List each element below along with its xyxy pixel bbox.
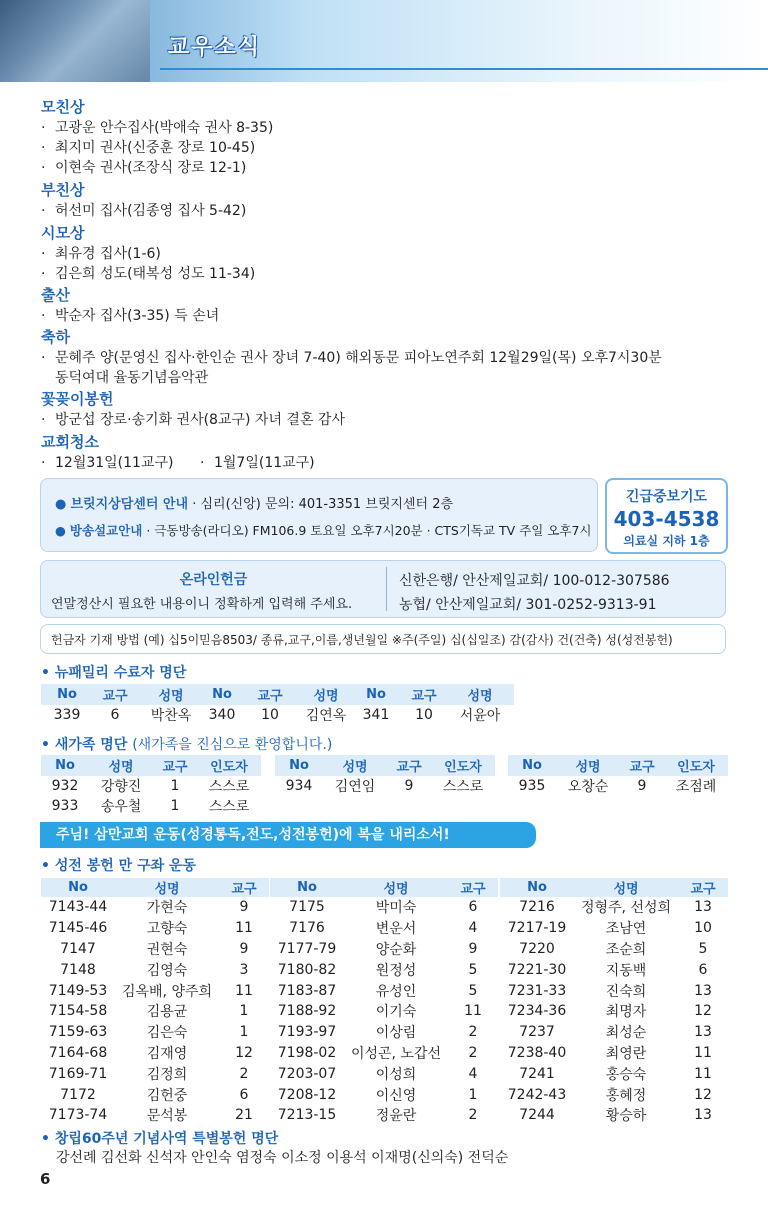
table-row: 934 김연임 9 스스로 [285, 778, 484, 795]
table-row: 340 10 김연옥 [208, 707, 347, 724]
list-item: · 문혜주 양(문영신 집사·한인순 권사 장녀 7-40) 해외동문 피아노연주회 12월29일(목) 오후7시30분 [41, 350, 662, 366]
list-item: · 12월31일(11교구) [41, 455, 174, 471]
list-item: · 최지미 권사(신중훈 장로 10-45) [41, 140, 256, 156]
offering-district: 2 [239, 1065, 249, 1082]
offering-no: 7183-87 [277, 982, 337, 999]
offering-district: 12 [694, 1003, 712, 1020]
offering-no: 7143-44 [48, 899, 108, 916]
offering-title: • 성전 봉헌 만 구좌 운동 [41, 858, 197, 874]
offering-district: 21 [235, 1107, 253, 1124]
table-row [41, 1001, 269, 1022]
offering-no: 7193-97 [277, 1024, 337, 1041]
page-header [0, 0, 768, 82]
offering-district: 5 [468, 982, 478, 999]
list-item: · 1월7일(11교구) [200, 455, 315, 471]
offering-no: 7213-15 [277, 1107, 337, 1124]
offering-district: 2 [468, 1044, 478, 1061]
offering-no: 7177-79 [277, 940, 337, 957]
offering-name: 김옥배, 양주희 [121, 983, 213, 1000]
header-rule [160, 68, 768, 70]
table-row [500, 1001, 728, 1022]
offering-name: 문석봉 [146, 1108, 188, 1125]
table-row [41, 1043, 269, 1064]
table-row [270, 1105, 498, 1126]
emergency-location: 의료실 지하 1층 [623, 534, 710, 548]
offering-name: 이기숙 [375, 1004, 417, 1021]
offering-name: 최영란 [605, 1045, 647, 1062]
list-item: · 방군섭 장로·송기화 권사(8교구) 자녀 결혼 감사 [41, 412, 345, 428]
table-row [500, 1043, 728, 1064]
offering-name: 홍혜정 [605, 1087, 647, 1104]
section-title-cleaning: 교회청소 [41, 433, 99, 451]
offering-name: 김은숙 [146, 1025, 188, 1042]
offering-name: 권현숙 [146, 941, 188, 958]
offering-no: 7216 [519, 899, 555, 916]
offering-name: 최명자 [605, 1004, 647, 1021]
emergency-prayer-box [605, 478, 728, 554]
offering-no: 7217-19 [507, 920, 567, 937]
offering-district: 1 [239, 1003, 249, 1020]
offering-district: 9 [239, 940, 249, 957]
offering-name: 김영숙 [146, 962, 188, 979]
list-item: · 박순자 집사(3-35) 득 손녀 [41, 308, 220, 324]
table-row [41, 918, 269, 939]
section-title-birth: 출산 [41, 286, 70, 304]
offering-name: 김헌중 [146, 1087, 188, 1104]
table-row [270, 897, 498, 918]
table-row [500, 897, 728, 918]
offering-name: 조순희 [605, 941, 647, 958]
section-title-congrats: 축하 [41, 328, 70, 346]
newfamily-table-2: No 교구 성명 340 10 김연옥 [196, 684, 360, 725]
divider [386, 567, 387, 611]
offering-no: 7241 [519, 1065, 555, 1082]
offering-district: 6 [698, 961, 708, 978]
notice-box [40, 478, 598, 552]
offering-no: 7220 [519, 940, 555, 957]
offering-no: 7173-74 [48, 1107, 108, 1124]
offering-no: 7169-71 [48, 1065, 108, 1082]
table-row: 341 10 서윤아 [362, 707, 501, 724]
table-row [500, 980, 728, 1001]
offering-no: 7188-92 [277, 1003, 337, 1020]
offering-no: 7147 [60, 940, 96, 957]
header-photo [0, 0, 150, 82]
offering-district: 12 [235, 1044, 253, 1061]
table-row [41, 959, 269, 980]
offering-no: 7208-12 [277, 1086, 337, 1103]
offering-no: 7149-53 [48, 982, 108, 999]
newcomers-table-2: No 성명 교구 인도자 934 김연임 9 스스로 [275, 755, 495, 796]
offering-no: 7148 [60, 961, 96, 978]
offering-name: 진숙희 [605, 983, 647, 1000]
table-row [270, 959, 498, 980]
offering-name: 이상림 [375, 1025, 417, 1042]
emergency-phone: 403-4538 [613, 507, 720, 531]
offering-district: 1 [468, 1086, 478, 1103]
offering-district: 6 [239, 1086, 249, 1103]
section-title-flowers: 꽃꽂이봉헌 [41, 390, 114, 408]
offering-name: 조남연 [605, 921, 647, 938]
table-row [270, 980, 498, 1001]
offering-district: 11 [464, 1003, 482, 1020]
offering-district: 13 [694, 899, 712, 916]
offering-no: 7231-33 [507, 982, 567, 999]
offering-district: 6 [468, 899, 478, 916]
offering-name: 지동백 [605, 962, 647, 979]
bridge-notice: ● 브릿지상담센터 안내 · 심리(신앙) 문의: 401-3351 브릿지센터 2층 [55, 497, 454, 512]
offering-name: 김재영 [146, 1045, 188, 1062]
table-row: 339 6 박찬옥 [53, 707, 192, 724]
offering-no: 7159-63 [48, 1024, 108, 1041]
offering-no: 7180-82 [277, 961, 337, 978]
offering-no: 7203-07 [277, 1065, 337, 1082]
offering-no: 7237 [519, 1024, 555, 1041]
offering-district: 1 [239, 1024, 249, 1041]
newcomers-title: • 새가족 명단 (새가족을 진심으로 환영합니다.) [41, 737, 333, 753]
newfamily-table-3: No 교구 성명 341 10 서윤아 [350, 684, 514, 725]
table-row [270, 1043, 498, 1064]
table-row [500, 918, 728, 939]
offering-name: 이신영 [375, 1087, 417, 1104]
list-item: · 최유경 집사(1-6) [41, 246, 161, 262]
table-row: 933 송우철 1 스스로 [51, 798, 250, 815]
offering-table-2: No 성명 교구 7175 박미숙 6 7176 변운서 4 7177-79 양순화 9 7180-82 원정성 5 7183-87 유성인 5 7188-92 이기숙 11 7193-97 이상림 2 7198-02 이성곤, 노갑선 2 7203-07 이성희 4 7208-12 이신영 1 7213-15 정윤란 2 [270, 878, 498, 1126]
prayer-banner: 주님! 삼만교회 운동(성경통독,전도,성전봉헌)에 복을 내리소서! [40, 822, 536, 848]
emergency-title: 긴급중보기도 [625, 489, 708, 505]
table-row [500, 1105, 728, 1126]
newfamily-title: • 뉴패밀리 수료자 명단 [41, 665, 187, 681]
offering-no: 7175 [289, 899, 325, 916]
list-item: · 고광운 안수집사(박애숙 권사 8-35) [41, 120, 274, 136]
table-row [270, 1063, 498, 1084]
table-row [41, 1105, 269, 1126]
table-row [41, 939, 269, 960]
table-row [270, 1001, 498, 1022]
offering-table-1: No 성명 교구 7143-44 가현숙 9 7145-46 고향숙 11 7147 권현숙 9 7148 김영숙 3 7149-53 김옥배, 양주희 11 7154-58 김용균 1 7159-63 김은숙 1 7164-68 김재영 12 7169-71 김정희 2 7172 김헌중 6 7173-74 문석봉 21 [41, 878, 269, 1126]
offering-district: 13 [694, 982, 712, 999]
offering-name: 변운서 [375, 921, 417, 938]
offering-district: 13 [694, 1024, 712, 1041]
offering-no: 7238-40 [507, 1044, 567, 1061]
table-row [500, 939, 728, 960]
table-row [500, 959, 728, 980]
cash-note: 헌금자 기재 방법 (예) 십5이믿음8503/ 종류,교구,이름,생년월일 ※주(주일) 십(십일조) 감(감사) 건(건축) 성(성전봉헌) [51, 633, 673, 647]
list-item: · 이현숙 권사(조장식 장로 12-1) [41, 160, 247, 176]
offering-no: 7221-30 [507, 961, 567, 978]
table-row [41, 1063, 269, 1084]
offering-district: 10 [694, 920, 712, 937]
offering-name: 박미숙 [375, 900, 417, 917]
offering-district: 2 [468, 1024, 478, 1041]
newcomers-table-1: No 성명 교구 인도자 932 강향진 1 스스로 933 송우철 1 스스로 [41, 755, 261, 816]
offering-district: 4 [468, 920, 478, 937]
offering-name: 유성인 [375, 983, 417, 1000]
section-title-mother-death: 모친상 [41, 98, 85, 116]
list-item-continued: 동덕여대 율동기념음악관 [55, 370, 209, 386]
offering-name: 김용균 [146, 1004, 188, 1021]
table-row [500, 1084, 728, 1105]
section-title-father-death: 부친상 [41, 181, 85, 199]
offering-no: 7164-68 [48, 1044, 108, 1061]
offering-no: 7154-58 [48, 1003, 108, 1020]
list-item: · 김은희 성도(태복성 성도 11-34) [41, 266, 256, 282]
offering-no: 7145-46 [48, 920, 108, 937]
offering-no: 7234-36 [507, 1003, 567, 1020]
anniversary-names: 강선례 김선화 신석자 안인숙 염정숙 이소정 이용석 이재명(신의숙) 전덕순 [56, 1150, 509, 1166]
offering-name: 최성순 [605, 1025, 647, 1042]
newfamily-table-1: No 교구 성명 339 6 박찬옥 [41, 684, 205, 725]
offering-no: 7198-02 [277, 1044, 337, 1061]
offering-district: 3 [239, 961, 249, 978]
offering-name: 가현숙 [146, 900, 188, 917]
table-row [500, 1022, 728, 1043]
offering-name: 황승하 [605, 1108, 647, 1125]
offering-district: 4 [468, 1065, 478, 1082]
table-row [500, 1063, 728, 1084]
anniversary-title: • 창립60주년 기념사역 특별봉헌 명단 [41, 1131, 279, 1147]
offering-district: 9 [239, 899, 249, 916]
offering-name: 원정성 [375, 962, 417, 979]
table-row [270, 1022, 498, 1043]
table-row: 932 강향진 1 스스로 [51, 778, 250, 795]
offering-district: 9 [468, 940, 478, 957]
offering-district: 11 [694, 1044, 712, 1061]
offering-name: 이성희 [375, 1066, 417, 1083]
offering-district: 2 [468, 1107, 478, 1124]
online-offering-desc: 연말정산시 필요한 내용이니 정확하게 입력해 주세요. [51, 597, 353, 612]
offering-name: 정형주, 선성희 [580, 900, 672, 917]
table-row [41, 1022, 269, 1043]
offering-name: 양순화 [375, 941, 417, 958]
table-row [270, 1084, 498, 1105]
offering-no: 7172 [60, 1086, 96, 1103]
offering-no: 7176 [289, 920, 325, 937]
offering-district: 5 [468, 961, 478, 978]
offering-district: 11 [694, 1065, 712, 1082]
newcomers-table-3: No 성명 교구 인도자 935 오창순 9 조점례 [508, 755, 728, 796]
table-row [270, 939, 498, 960]
table-row [41, 897, 269, 918]
table-row [41, 1084, 269, 1105]
offering-district: 5 [698, 940, 708, 957]
section-title-mother-in-law-death: 시모상 [41, 224, 85, 242]
page-number: 6 [40, 1170, 51, 1188]
online-offering-title: 온라인헌금 [179, 572, 248, 588]
offering-no: 7244 [519, 1107, 555, 1124]
offering-name: 홍승숙 [605, 1066, 647, 1083]
offering-name: 정윤란 [375, 1108, 417, 1125]
offering-district: 11 [235, 920, 253, 937]
offering-district: 12 [694, 1086, 712, 1103]
offering-name: 이성곤, 노갑선 [350, 1045, 442, 1062]
table-row [41, 980, 269, 1001]
table-row [270, 918, 498, 939]
page-title: 교우소식 [168, 35, 262, 60]
cash-note-box [40, 624, 726, 654]
bank-account-shinhan: 신한은행/ 안산제일교회/ 100-012-307586 [399, 573, 670, 589]
offering-table-3: No 성명 교구 7216 정형주, 선성희 13 7217-19 조남연 10 7220 조순희 5 7221-30 지동백 6 7231-33 진숙희 13 7234-36 최명자 12 7237 최성순 13 7238-40 최영란 11 7241 홍승숙 11 7242-43 홍혜정 12 7244 황승하 13 [500, 878, 728, 1126]
offering-district: 11 [235, 982, 253, 999]
table-row: 935 오창순 9 조점례 [518, 778, 717, 795]
online-offering-box [40, 560, 726, 618]
offering-name: 김정희 [146, 1066, 188, 1083]
list-item: · 허선미 집사(김종영 집사 5-42) [41, 203, 247, 219]
offering-name: 고향숙 [146, 921, 188, 938]
broadcast-notice: ● 방송설교안내 · 극동방송(라디오) FM106.9 토요일 오후7시20분 · CTS기독교 TV 주일 오후7시 [55, 523, 592, 538]
offering-no: 7242-43 [507, 1086, 567, 1103]
offering-district: 13 [694, 1107, 712, 1124]
bank-account-nonghyup: 농협/ 안산제일교회/ 301-0252-9313-91 [399, 597, 657, 613]
